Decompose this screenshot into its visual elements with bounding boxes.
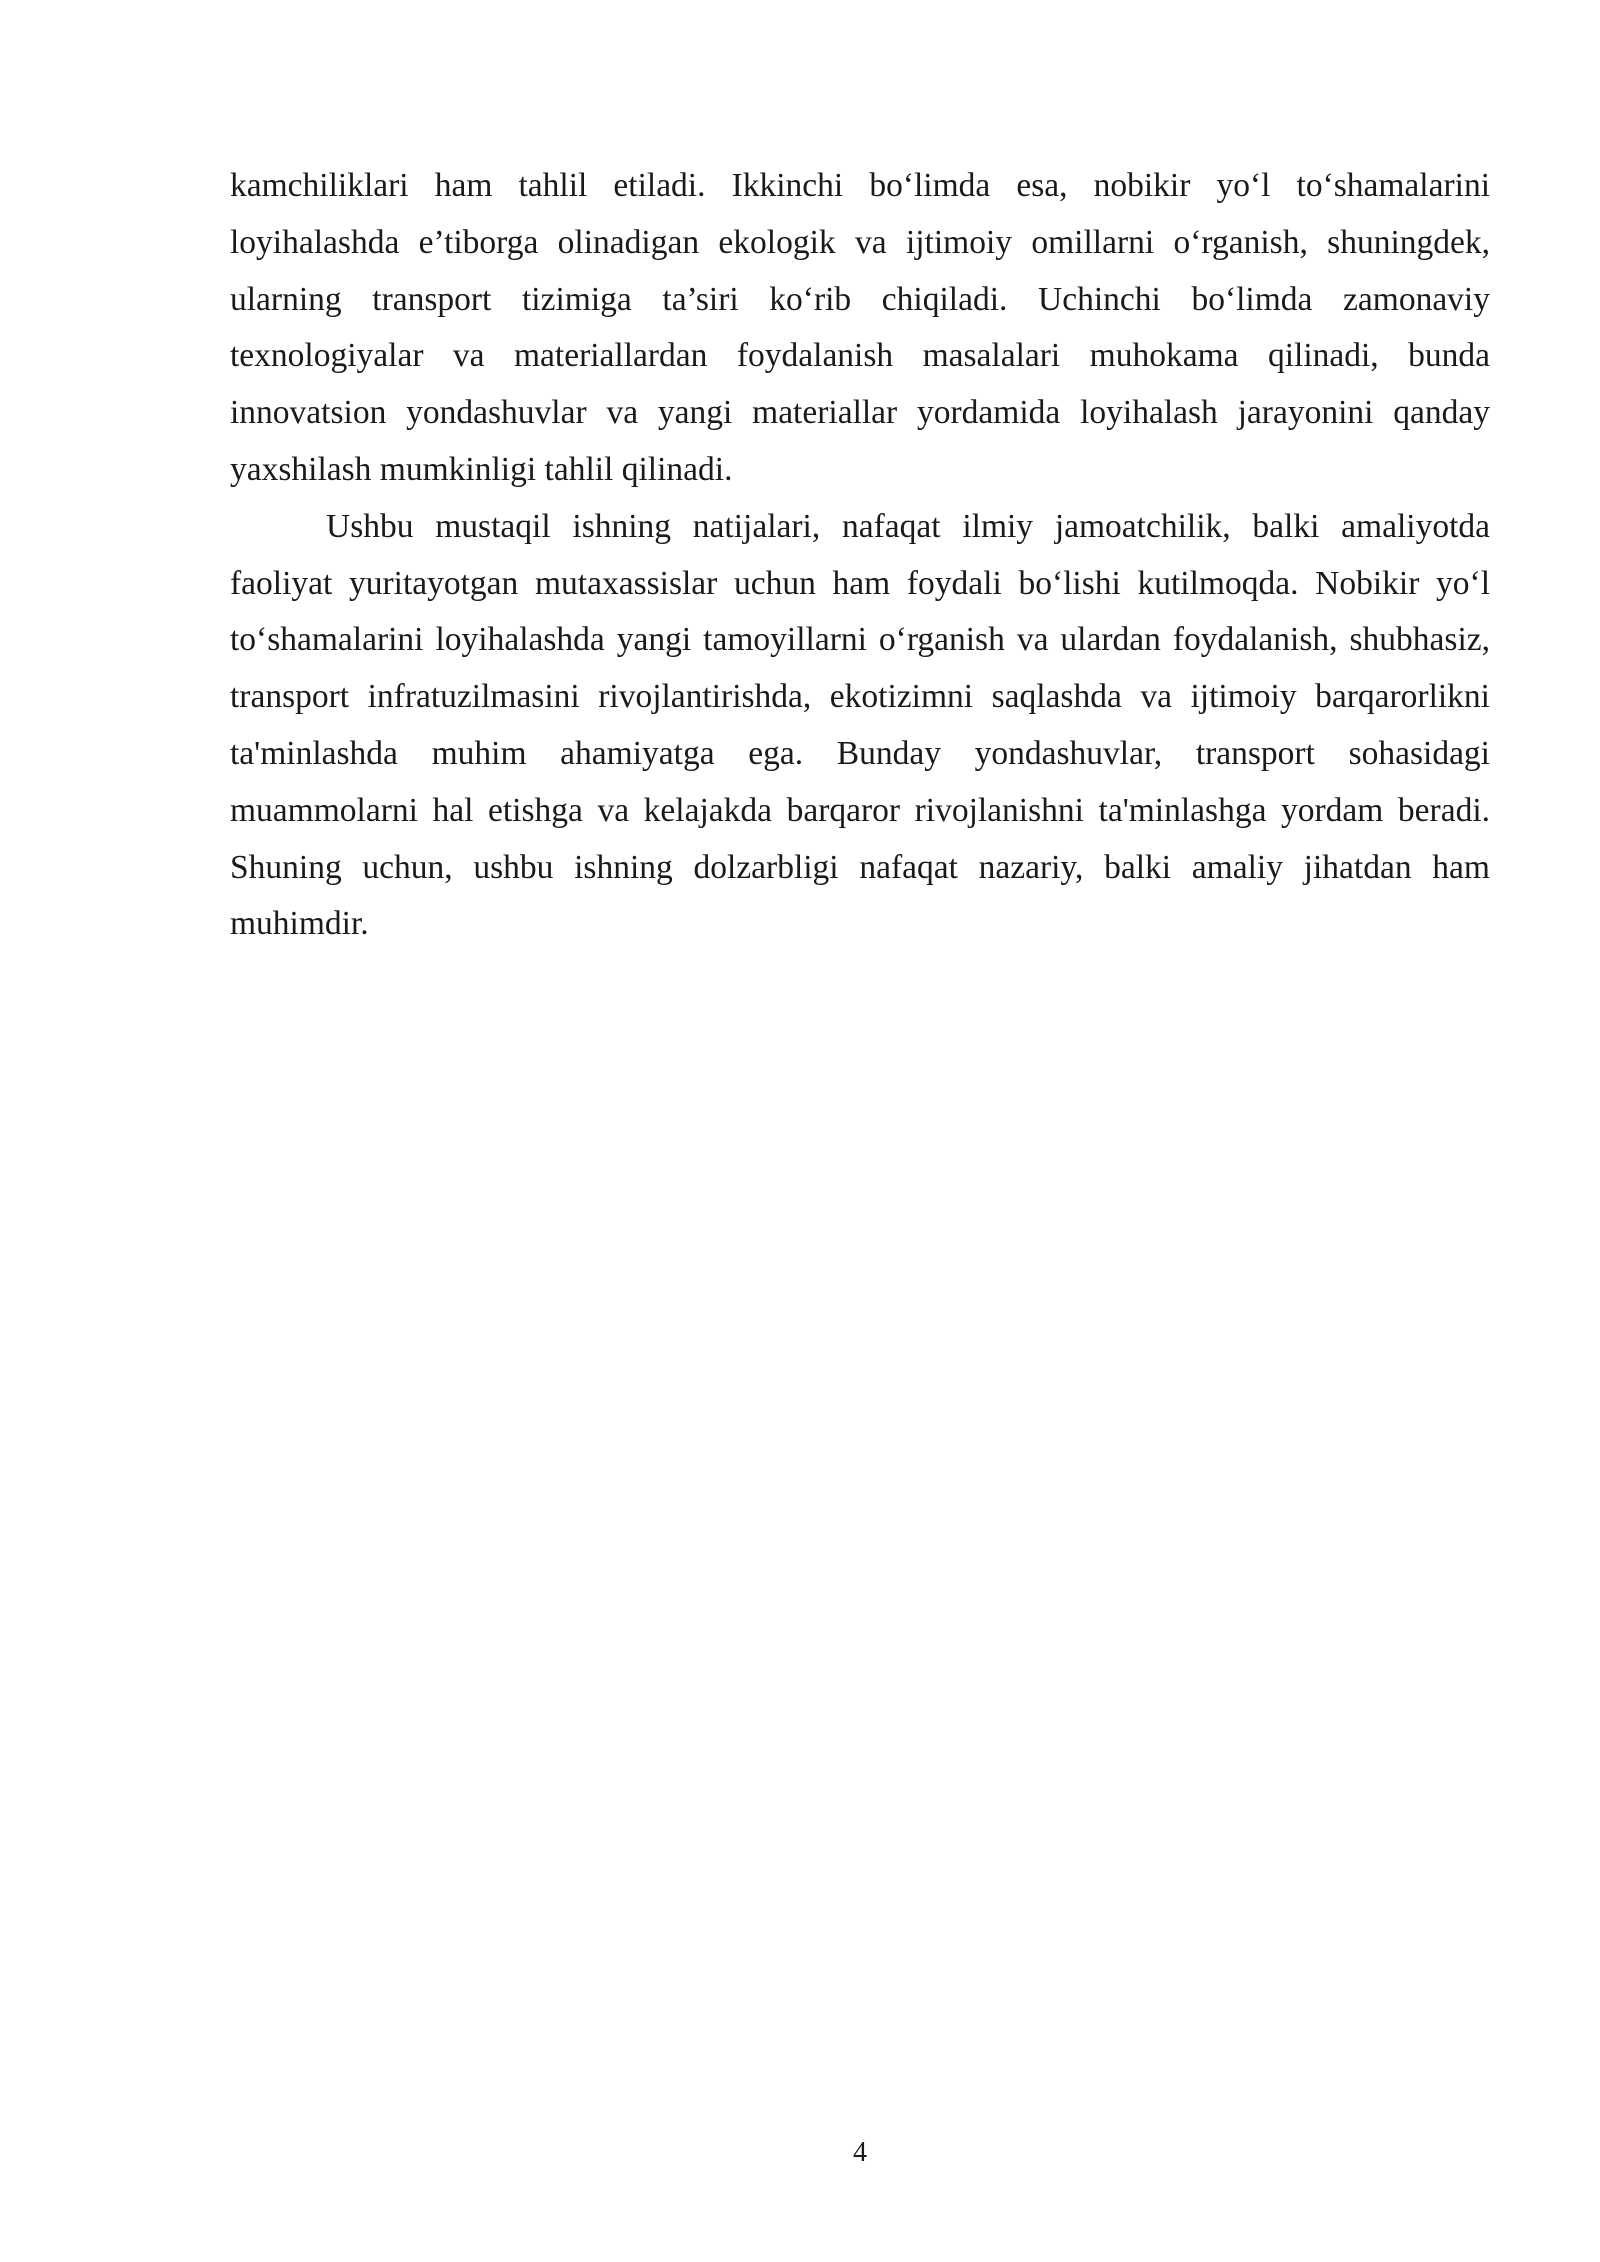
paragraph-continuation: kamchiliklari ham tahlil etiladi. Ikkinchi bo‘limda esa, nobikir yo‘l to‘shamalarini loyihalashda e’tiborga olinadigan ekologik va ijtimoiy omillarni o‘rganish, shuningdek, ularning transport tizimiga ta’siri ko‘rib chiqiladi. Uchinchi bo‘limda zamonaviy texnologiyalar va materiallardan foydalanish masalalari muhokama qilinadi, bunda innovatsion yondashuvlar va yangi materiallar yordamida loyihalash jarayonini qanday yaxshilash mumkinligi tahlil qilinadi. (230, 167, 1490, 488)
paragraph-results: Ushbu mustaqil ishning natijalari, nafaqat ilmiy jamoatchilik, balki amaliyotda faoliyat yuritayotgan mutaxassislar uchun ham foydali bo‘lishi kutilmoqda. Nobikir yo‘l to‘shamalarini loyihalashda yangi tamoyillarni o‘rganish va ulardan foydalanish, shubhasiz, transport infratuzilmasini rivojlantirishda, ekotizimni saqlashda va ijtimoiy barqarorlikni ta'minlashda muhim ahamiyatga ega. Bunday yondashuvlar, transport sohasidagi muammolarni hal etishga va kelajakda barqaror rivojlanishni ta'minlashga yordam beradi. Shuning uchun, ushbu ishning dolzarbligi nafaqat nazariy, balki amaliy jihatdan ham muhimdir. (230, 507, 1490, 943)
page-number: 4 (853, 2137, 867, 2168)
body-text (230, 158, 1490, 953)
